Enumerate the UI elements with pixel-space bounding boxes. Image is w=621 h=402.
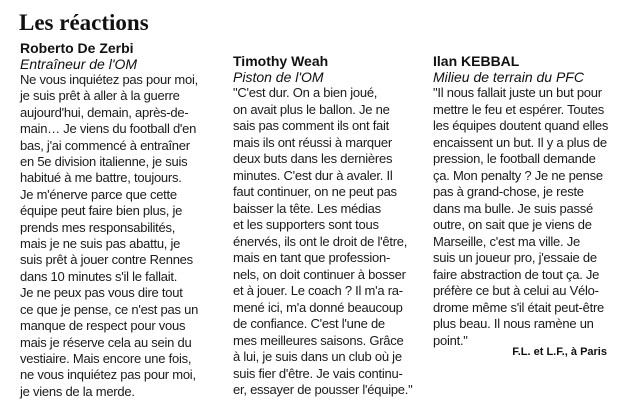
quote-line: pression, le football demande [433, 151, 596, 166]
quote-line: "Il nous fallait juste un but pour [433, 85, 602, 100]
quote-line: les équipes doutent quand elles [433, 118, 609, 133]
quote-text [20, 72, 215, 400]
quote-line: outre, on sait que je viens de [433, 217, 592, 232]
quote-line: Ne vous inquiétez pas pour moi, [20, 72, 198, 87]
speaker-name: Ilan KEBBAL [433, 53, 520, 69]
speaker-name: Roberto De Zerbi [20, 40, 134, 56]
speaker-role: Piston de l'OM [233, 69, 324, 85]
quote-line: mettre le feu et espérer. Toutes [433, 101, 604, 117]
speaker-role: Entraîneur de l'OM [20, 56, 138, 72]
quote-line: de confiance. C'est l'une de [233, 316, 385, 331]
quote-line: aujourd'hui, demain, après-de- [20, 104, 189, 120]
quote-line: bas, j'ai commencé à entraîner [20, 137, 190, 153]
byline-signature: F.L. et L.F., à Paris [512, 346, 607, 358]
quote-line: drome même s'il était peut-être [433, 299, 605, 315]
quote-line: et à jouer. Le coach ? Il m'a ra- [233, 283, 403, 298]
quote-line: sais pas comment ils ont fait [233, 118, 390, 133]
quote-line: baisser la tête. Les médias [233, 200, 381, 216]
quote-line: préfère ce but à celui au Vélo- [433, 283, 599, 298]
quote-line: habitué à me battre, toujours. [20, 170, 182, 186]
quote-line: deux buts dans les dernières [233, 151, 393, 166]
quote-line: "C'est dur. On a bien joué, [233, 85, 378, 100]
speaker-name: Timothy Weah [233, 53, 329, 69]
quote-line: en 5e division italienne, je suis [20, 154, 188, 170]
quote-line: pas à grand-chose, je reste [433, 184, 584, 199]
quote-line: encaissent un but. Il y a plus de [433, 134, 607, 150]
quote-line: énervés, ils ont le droit de l'être, [233, 233, 408, 249]
quote-line: vestiaire. Mais encore une fois, [20, 350, 192, 366]
quote-text [233, 85, 423, 399]
quote-line: dans 10 minutes s'il le fallait. [20, 268, 178, 284]
quote-line: Je ne peux pas vous dire tout [20, 285, 183, 301]
quote-line: mais ils ont réussi à marquer [233, 134, 392, 150]
speaker-role: Milieu de terrain du PFC [433, 69, 584, 85]
quote-line: ça. Mon penalty ? Je ne pense [433, 167, 603, 183]
quote-line: ne vous inquiétez pas pour moi, [20, 367, 196, 383]
reaction-column [433, 53, 618, 349]
quote-line: prends mes responsabilités, [20, 219, 176, 235]
quote-line: er, essayer de pousser l'équipe." [233, 382, 413, 397]
headline: Les réactions [19, 10, 149, 35]
quote-line: on avait plus le ballon. Je ne [233, 101, 390, 117]
quote-line: et les supporters sont tous [233, 217, 379, 232]
quote-line: ce que je pense, ce n'est pas un [20, 301, 199, 317]
quote-line: mais je réserve cela au sein du [20, 334, 192, 350]
quote-text [433, 85, 618, 349]
quote-line: je viens de la merde. [20, 383, 135, 399]
reaction-column [20, 40, 215, 400]
quote-line: à lui, je suis dans un club où je [233, 349, 402, 364]
quote-line: faire abstraction de tout ça. Je [433, 266, 600, 282]
quote-line: mais je ne suis pas abattu, je [20, 236, 181, 252]
reaction-column [233, 53, 423, 399]
quote-line: faut continuer, on ne peut pas [233, 184, 397, 199]
quote-line: nels, on doit continuer à bosser [233, 266, 406, 282]
quote-line: plus beau. Il nous ramène un [433, 316, 594, 331]
quote-line: suis fier d'être. Je vais continu- [233, 365, 403, 381]
quote-line: équipe peut faire bien plus, je [20, 203, 183, 219]
quote-line: main… Je viens du football d'en [20, 121, 197, 137]
quote-line: mais en tant que profession- [233, 250, 391, 265]
quote-line: minutes. C'est dur à avaler. Il [233, 167, 393, 183]
quote-line: mené ici, m'a donné beaucoup [233, 299, 403, 315]
quote-line: Je m'énerve parce que cette [20, 186, 177, 202]
quote-line: suis un joueur pro, j'essaie de [433, 250, 597, 265]
quote-line: dans ma bulle. Je suis passé [433, 200, 593, 216]
quote-line: manque de respect pour vous [20, 318, 186, 334]
quote-line: suis prêt à jouer contre Rennes [20, 252, 193, 268]
quote-line: je suis prêt à aller à la guerre [20, 88, 180, 104]
quote-line: Marseille, c'est ma ville. Je [433, 233, 580, 249]
quote-line: mes meilleures saisons. Grâce [233, 332, 404, 348]
quote-line: point." [433, 332, 468, 348]
